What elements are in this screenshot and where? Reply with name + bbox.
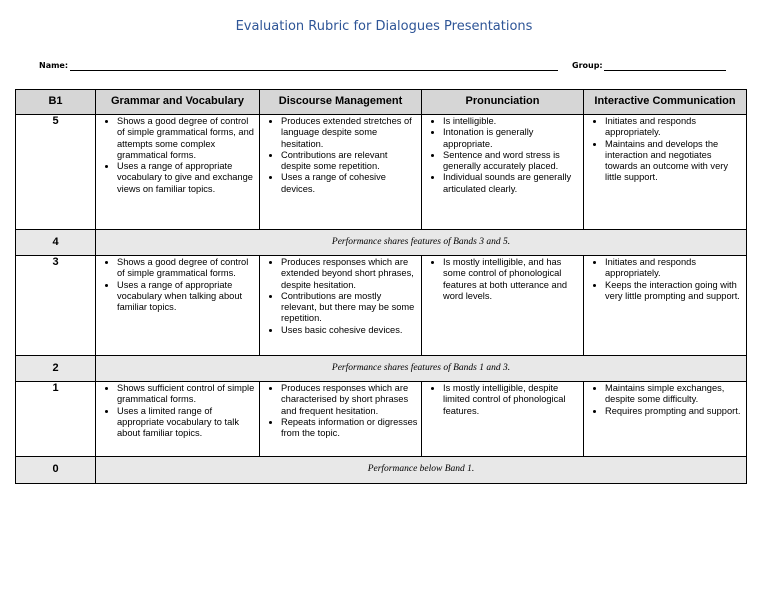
interactive-cell: [584, 256, 747, 356]
band-5-row: [16, 115, 747, 230]
descriptor: • Uses basic cohesive devices.: [281, 325, 418, 336]
descriptor: • Is intelligible.: [443, 116, 580, 127]
band-number: 3: [16, 256, 96, 356]
descriptor: • Uses a range of appropriate vocabulary to give and exchange views on familiar topics.: [117, 161, 256, 195]
descriptor: • Contributions are mostly relevant, but there may be some repetition.: [281, 291, 418, 325]
band-1-row: [16, 382, 747, 457]
descriptor: • Individual sounds are generally articulated clearly.: [443, 172, 580, 195]
descriptor: • Maintains and develops the interaction and negotiates towards an outcome with very little support.: [605, 139, 743, 184]
header-pronunciation: Pronunciation: [422, 90, 584, 115]
band-description: Performance below Band 1.: [96, 457, 747, 484]
student-fields: [39, 61, 729, 73]
descriptor: • Uses a range of appropriate vocabulary when talking about familiar topics.: [117, 280, 256, 314]
discourse-cell: [260, 256, 422, 356]
grammar-cell: [96, 256, 260, 356]
descriptor: • Uses a limited range of appropriate vocabulary to talk about familiar topics.: [117, 406, 256, 440]
header-band: B1: [16, 90, 96, 115]
band-number: 4: [16, 230, 96, 256]
descriptor: • Contributions are relevant despite some repetition.: [281, 150, 418, 173]
interactive-cell: [584, 115, 747, 230]
pronunciation-cell: [422, 382, 584, 457]
band-2-row: [16, 356, 747, 382]
descriptor: • Intonation is generally appropriate.: [443, 127, 580, 150]
header-row: [16, 90, 747, 115]
pronunciation-cell: [422, 256, 584, 356]
descriptor: • Initiates and responds appropriately.: [605, 116, 743, 139]
descriptor: • Shows a good degree of control of simple grammatical forms.: [117, 257, 256, 280]
descriptor: • Repeats information or digresses from the topic.: [281, 417, 418, 440]
name-label: Name:: [39, 61, 69, 70]
discourse-cell: [260, 115, 422, 230]
grammar-cell: [96, 382, 260, 457]
band-3-row: [16, 256, 747, 356]
descriptor: • Initiates and responds appropriately.: [605, 257, 743, 280]
group-field[interactable]: [604, 70, 726, 71]
band-4-row: [16, 230, 747, 256]
descriptor: • Shows sufficient control of simple grammatical forms.: [117, 383, 256, 406]
header-grammar: Grammar and Vocabulary: [96, 90, 260, 115]
descriptor: • Shows a good degree of control of simple grammatical forms, and attempts some complex grammatical forms.: [117, 116, 256, 161]
descriptor: • Is mostly intelligible, and has some control of phonological features at both utterance and word levels.: [443, 257, 580, 302]
rubric-table: [15, 89, 747, 484]
group-label: Group:: [572, 61, 603, 70]
interactive-cell: [584, 382, 747, 457]
descriptor: • Produces responses which are extended beyond short phrases, despite hesitation.: [281, 257, 418, 291]
band-description: Performance shares features of Bands 3 and 5.: [96, 230, 747, 256]
descriptor: • Maintains simple exchanges, despite some difficulty.: [605, 383, 743, 406]
band-number: 1: [16, 382, 96, 457]
pronunciation-cell: [422, 115, 584, 230]
band-description: Performance shares features of Bands 1 and 3.: [96, 356, 747, 382]
discourse-cell: [260, 382, 422, 457]
descriptor: • Sentence and word stress is generally accurately placed.: [443, 150, 580, 173]
band-0-row: [16, 457, 747, 484]
descriptor: • Keeps the interaction going with very little prompting and support.: [605, 280, 743, 303]
descriptor: • Is mostly intelligible, despite limited control of phonological features.: [443, 383, 580, 417]
band-number: 5: [16, 115, 96, 230]
descriptor: • Uses a range of cohesive devices.: [281, 172, 418, 195]
name-field[interactable]: [70, 70, 558, 71]
grammar-cell: [96, 115, 260, 230]
band-number: 0: [16, 457, 96, 484]
descriptor: • Produces responses which are characterised by short phrases and frequent hesitation.: [281, 383, 418, 417]
page-title: Evaluation Rubric for Dialogues Presentations: [235, 19, 533, 34]
descriptor: • Requires prompting and support.: [605, 406, 743, 417]
header-discourse: Discourse Management: [260, 90, 422, 115]
header-interactive: Interactive Communication: [584, 90, 747, 115]
band-number: 2: [16, 356, 96, 382]
descriptor: • Produces extended stretches of language despite some hesitation.: [281, 116, 418, 150]
